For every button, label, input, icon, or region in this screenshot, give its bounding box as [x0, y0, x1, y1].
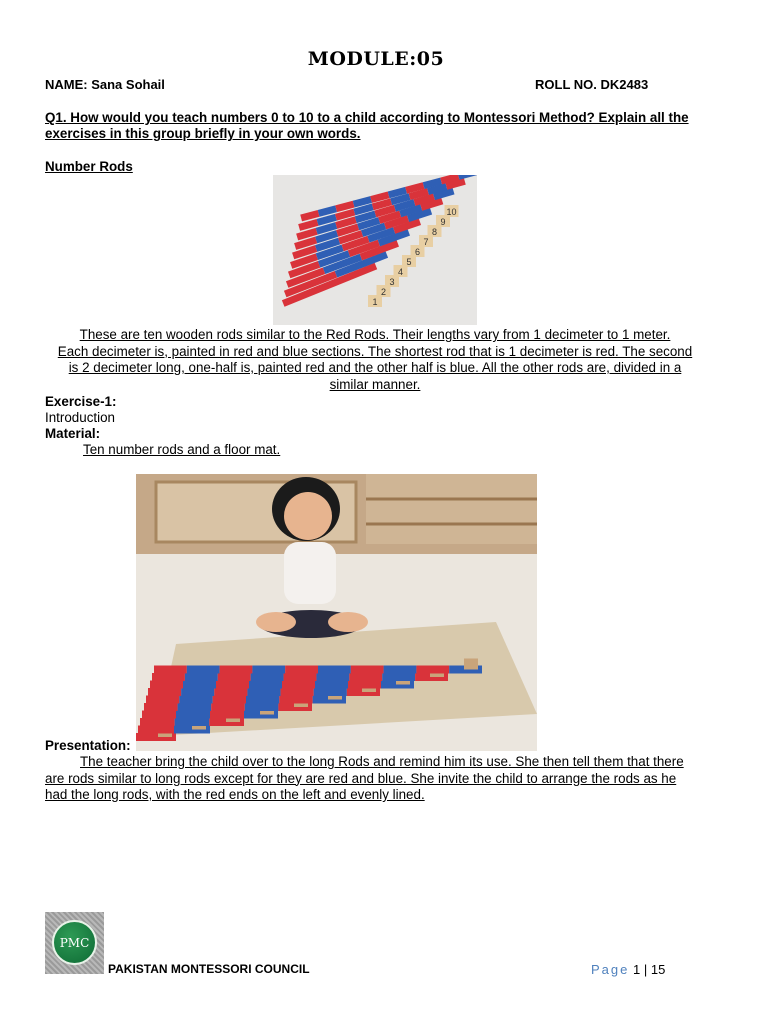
rod-number-label: 8	[431, 227, 438, 237]
rod-number-label: 10	[446, 207, 457, 217]
floor-rod-segment	[187, 666, 220, 674]
intro-line-3: is 2 decimeter long, one-half is, painted red and the other half is blue. All the other rods are, divided in a	[68, 360, 682, 375]
floor-rod-segment	[315, 681, 348, 689]
number-rods-image	[273, 175, 477, 325]
floor-rod-segment	[138, 726, 174, 734]
floor-rod-number-card	[464, 659, 478, 670]
floor-rod-segment	[314, 688, 347, 696]
rod-number-label: 1	[372, 297, 378, 307]
child-photo-illustration	[136, 474, 537, 751]
rod-number-label: 7	[423, 237, 429, 247]
rod-number-label: 3	[389, 277, 395, 287]
pmc-logo	[45, 912, 104, 974]
presentation-label: Presentation:	[45, 738, 131, 753]
presentation-line-3: had the long rods, with the red ends on the left and evenly lined.	[45, 787, 425, 802]
pmc-logo-emblem: PMC	[52, 920, 97, 965]
floor-rod-segment	[282, 681, 315, 689]
floor-rod-segment	[181, 688, 214, 696]
intro-paragraph	[45, 327, 705, 393]
floor-rod-segment	[210, 711, 244, 719]
module-title: MODULE:05	[307, 48, 445, 70]
floor-rod-segment	[183, 681, 216, 689]
roll-number: ROLL NO. DK2483	[535, 77, 649, 92]
floor-rod-segment	[176, 711, 210, 719]
floor-rod-segment	[144, 703, 178, 711]
floor-rod-segment	[152, 673, 185, 681]
floor-rod-segment	[218, 673, 251, 681]
rod-number-label: 4	[397, 267, 404, 277]
material-text: Ten number rods and a floor mat.	[83, 442, 281, 457]
floor-rod-segment	[416, 666, 449, 674]
floor-rod-segment	[348, 681, 381, 689]
rod-number-label: 9	[440, 217, 446, 227]
floor-rod-segment	[284, 673, 317, 681]
rod-number-label: 2	[380, 287, 387, 297]
floor-rod-segment	[245, 703, 279, 711]
floor-rod-segment	[178, 703, 212, 711]
page-word: Page	[591, 962, 630, 977]
page-total: 15	[650, 962, 666, 977]
floor-rod-segment	[281, 688, 314, 696]
footer-council-name: PAKISTAN MONTESSORI COUNCIL	[108, 962, 310, 976]
floor-rod-segment	[148, 688, 181, 696]
page-current: 1	[633, 962, 641, 977]
floor-rod-segment	[220, 666, 253, 674]
floor-rod-segment	[384, 666, 417, 674]
presentation-line-2: are rods similar to long rods except for they are red and blue. She invite the child to arrange the rods as he	[45, 770, 677, 786]
floor-rod-segment	[251, 673, 284, 681]
rod-segment	[458, 175, 477, 180]
exercise-label: Exercise-1:	[45, 394, 117, 409]
intro-line-2: Each decimeter is, painted in red and blue sections. The shortest rod that is 1 decimeter is red. The second	[57, 343, 693, 359]
floor-rod-segment	[351, 666, 384, 674]
intro-line-1: These are ten wooden rods similar to the Red Rods. Their lengths vary from 1 decimeter to 1 meter.	[79, 327, 671, 342]
floor-rod-segment	[216, 681, 249, 689]
page-separator: |	[643, 962, 648, 977]
floor-rod-segment	[318, 666, 351, 674]
floor-rod-segment	[252, 666, 285, 674]
floor-rod-segment	[146, 696, 179, 704]
floor-rod-segment	[246, 696, 279, 704]
material-label: Material:	[45, 426, 101, 441]
floor-rod-segment	[249, 681, 282, 689]
floor-rod-segment	[142, 711, 176, 719]
floor-rod-segment	[140, 718, 175, 726]
floor-rod-segment	[382, 673, 415, 681]
floor-rod-segment	[349, 673, 382, 681]
page-number	[591, 962, 665, 977]
floor-rod-segment	[279, 696, 312, 704]
floor-rod-segment	[213, 696, 246, 704]
floor-rod-segment	[285, 666, 318, 674]
floor-rod-segment	[214, 688, 247, 696]
question-text: Q1. How would you teach numbers 0 to 10 to a child according to Montessori Method? Explain all the exercises in this group briefly in your own words.	[45, 110, 689, 141]
floor-rod-segment	[211, 703, 245, 711]
floor-rod-segment	[247, 688, 280, 696]
exercise-name: Introduction	[45, 410, 115, 425]
rod-number-label: 6	[414, 247, 421, 257]
rod-number-label: 5	[406, 257, 412, 267]
intro-line-4: similar manner.	[329, 376, 421, 392]
floor-rod-segment	[150, 681, 183, 689]
floor-rod-segment	[316, 673, 349, 681]
floor-rod-segment	[154, 666, 187, 674]
student-name: NAME: Sana Sohail	[45, 77, 165, 92]
floor-rod-segment	[185, 673, 218, 681]
floor-rod-segment	[175, 718, 210, 726]
presentation-line-1: The teacher bring the child over to the long Rods and remind him its use. She then tell them that there	[80, 754, 684, 769]
floor-rod-segment	[179, 696, 212, 704]
number-rods-illustration	[273, 175, 477, 325]
child-with-rods-photo	[136, 474, 537, 751]
section-heading: Number Rods	[45, 159, 133, 174]
presentation-paragraph	[45, 754, 710, 804]
